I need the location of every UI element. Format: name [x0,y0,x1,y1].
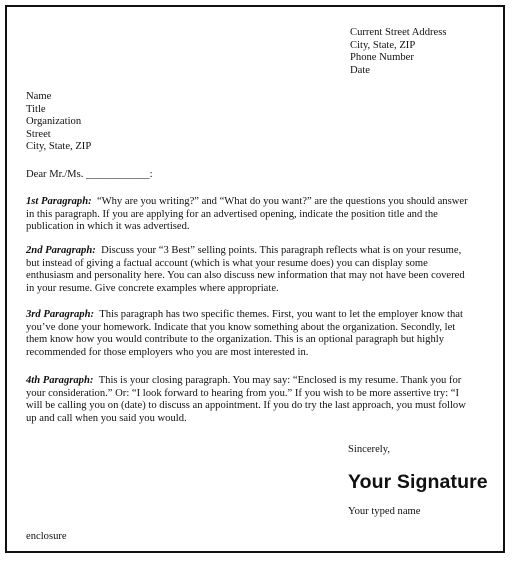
recipient-organization: Organization [26,116,82,127]
paragraph-line: This is your closing paragraph. You may say: “Enclosed is my resume. Thank you for [98,375,462,386]
paragraph-1 [26,196,491,234]
paragraph-lead: 1st Paragraph: [26,196,92,207]
signature: Your Signature [348,471,488,493]
letter-date: Date [350,64,370,76]
paragraph-lead: 3rd Paragraph: [26,309,94,320]
closing: Sincerely, [348,444,390,455]
letter-page [5,5,505,553]
salutation: Dear Mr./Ms. ____________: [26,169,153,180]
paragraph-line: your consideration.” Or: “I look forward to hearing from you.” If you wish to be more assertive try: “I [26,387,460,399]
paragraph-line: them know how you would contribute to the organization. This is an optional paragraph but highly [26,334,444,345]
paragraph-line: publication in which it was advertised. [26,221,190,232]
sender-address-block [350,27,447,77]
recipient-address-block [26,91,91,154]
enclosure-note: enclosure [26,531,67,542]
paragraph-line: “Why are you writing?” and “What do you want?” are the questions you should answer [96,196,468,207]
paragraph-line: will be calling you on (date) to discuss an appointment. If you do try the last approach, you must follow [26,400,466,411]
paragraph-line: in this paragraph. If you are applying for an advertised opening, indicate the position title and the [26,208,438,220]
paragraph-line: but instead of giving a factual account (which is what your resume does) you can display some [26,257,428,269]
paragraph-line: in your resume. Give concrete examples where appropriate. [26,282,279,294]
recipient-city-state-zip: City, State, ZIP [26,141,92,152]
paragraph-line: up and call when you said you would. [26,412,187,424]
paragraph-line: enthusiasm and personality here. You can also discuss new information that may not have been covered [26,270,465,281]
recipient-name: Name [26,91,52,102]
paragraph-line: recommended for those employers who you are most interested in. [26,346,309,358]
recipient-street: Street [26,128,51,140]
paragraph-line: Discuss your “3 Best” selling points. This paragraph reflects what is on your resume, [101,245,462,256]
paragraph-lead: 2nd Paragraph: [26,245,96,256]
sender-street: Current Street Address [350,27,447,38]
sender-city-state-zip: City, State, ZIP [350,39,416,51]
paragraph-2 [26,245,491,295]
paragraph-line: This paragraph has two specific themes. First, you want to let the employer know that [99,309,463,320]
paragraph-line: you’ve done your homework. Indicate that you know something about the organization. Secondly, let [26,321,456,333]
typed-name: Your typed name [348,506,421,517]
sender-phone: Phone Number [350,52,414,63]
recipient-title: Title [26,103,46,115]
paragraph-4 [26,375,491,425]
paragraph-3 [26,309,491,359]
paragraph-lead: 4th Paragraph: [26,375,94,386]
